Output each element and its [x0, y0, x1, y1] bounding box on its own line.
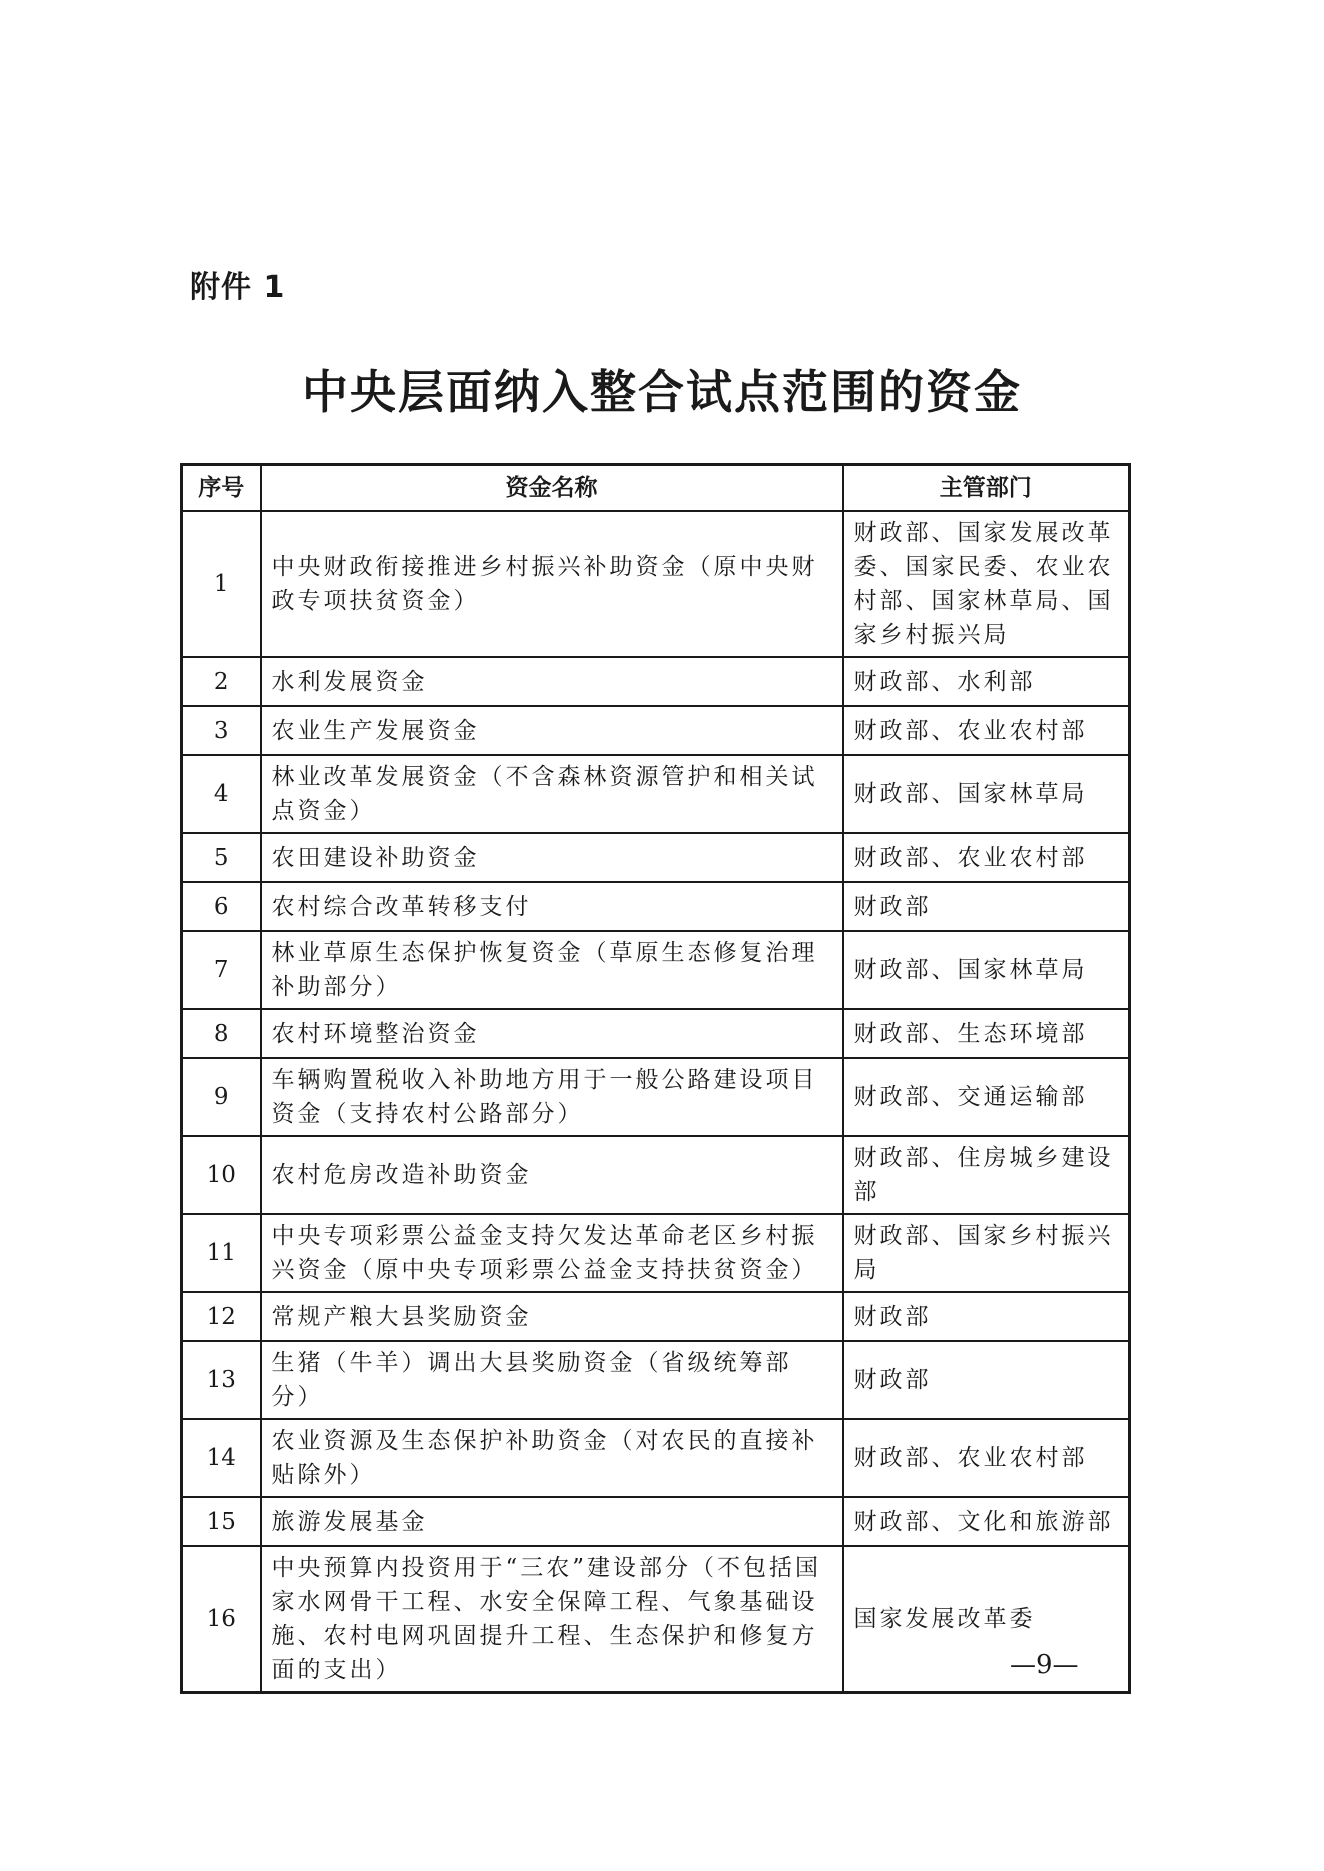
table-row — [182, 1341, 1130, 1419]
row-department: 财政部 — [843, 1341, 1130, 1419]
table-row — [182, 755, 1130, 833]
row-serial-number: 6 — [182, 882, 261, 931]
table-row — [182, 1009, 1130, 1058]
table-row — [182, 833, 1130, 882]
row-fund-name: 常规产粮大县奖励资金 — [261, 1292, 843, 1341]
fund-table — [180, 463, 1131, 1694]
row-serial-number: 12 — [182, 1292, 261, 1341]
row-department: 财政部、农业农村部 — [843, 833, 1130, 882]
row-department: 财政部 — [843, 882, 1130, 931]
row-serial-number: 7 — [182, 931, 261, 1009]
row-fund-name: 农村危房改造补助资金 — [261, 1136, 843, 1214]
table-row — [182, 657, 1130, 706]
row-serial-number: 8 — [182, 1009, 261, 1058]
row-fund-name: 林业草原生态保护恢复资金（草原生态修复治理补助部分） — [261, 931, 843, 1009]
table-row — [182, 1292, 1130, 1341]
row-fund-name: 农村环境整治资金 — [261, 1009, 843, 1058]
table-row — [182, 1546, 1130, 1693]
header-department: 主管部门 — [843, 465, 1130, 512]
row-fund-name: 林业改革发展资金（不含森林资源管护和相关试点资金） — [261, 755, 843, 833]
row-department: 财政部、国家林草局 — [843, 755, 1130, 833]
table-row — [182, 1058, 1130, 1136]
table-row — [182, 882, 1130, 931]
header-fund-name: 资金名称 — [261, 465, 843, 512]
row-fund-name: 农村综合改革转移支付 — [261, 882, 843, 931]
row-fund-name: 中央财政衔接推进乡村振兴补助资金（原中央财政专项扶贫资金） — [261, 511, 843, 657]
row-fund-name: 农业生产发展资金 — [261, 706, 843, 755]
table-row — [182, 1419, 1130, 1497]
row-department: 财政部、国家林草局 — [843, 931, 1130, 1009]
row-fund-name: 水利发展资金 — [261, 657, 843, 706]
row-serial-number: 13 — [182, 1341, 261, 1419]
row-department: 国家发展改革委 — [843, 1546, 1130, 1693]
document-title: 中央层面纳入整合试点范围的资金 — [302, 365, 1022, 419]
row-fund-name: 中央预算内投资用于“三农”建设部分（不包括国家水网骨干工程、水安全保障工程、气象基础设施、农村电网巩固提升工程、生态保护和修复方面的支出） — [261, 1546, 843, 1693]
row-department: 财政部、交通运输部 — [843, 1058, 1130, 1136]
row-serial-number: 9 — [182, 1058, 261, 1136]
row-fund-name: 中央专项彩票公益金支持欠发达革命老区乡村振兴资金（原中央专项彩票公益金支持扶贫资金） — [261, 1214, 843, 1292]
row-department: 财政部 — [843, 1292, 1130, 1341]
attachment-label: 附件 1 — [190, 270, 286, 305]
table-row — [182, 1136, 1130, 1214]
row-department: 财政部、住房城乡建设部 — [843, 1136, 1130, 1214]
row-serial-number: 10 — [182, 1136, 261, 1214]
table-row — [182, 706, 1130, 755]
row-serial-number: 1 — [182, 511, 261, 657]
row-fund-name: 农业资源及生态保护补助资金（对农民的直接补贴除外） — [261, 1419, 843, 1497]
table-header — [182, 465, 1130, 512]
row-serial-number: 16 — [182, 1546, 261, 1693]
row-serial-number: 2 — [182, 657, 261, 706]
row-serial-number: 3 — [182, 706, 261, 755]
table-row — [182, 511, 1130, 657]
row-fund-name: 农田建设补助资金 — [261, 833, 843, 882]
row-serial-number: 11 — [182, 1214, 261, 1292]
table-row — [182, 1497, 1130, 1546]
table-body — [182, 511, 1130, 1693]
row-department: 财政部、生态环境部 — [843, 1009, 1130, 1058]
row-serial-number: 4 — [182, 755, 261, 833]
row-serial-number: 5 — [182, 833, 261, 882]
row-department: 财政部、国家乡村振兴局 — [843, 1214, 1130, 1292]
row-fund-name: 生猪（牛羊）调出大县奖励资金（省级统筹部分） — [261, 1341, 843, 1419]
row-fund-name: 旅游发展基金 — [261, 1497, 843, 1546]
table-row — [182, 1214, 1130, 1292]
row-department: 财政部、农业农村部 — [843, 1419, 1130, 1497]
page-number: —9— — [1010, 1650, 1079, 1680]
row-serial-number: 14 — [182, 1419, 261, 1497]
row-department: 财政部、文化和旅游部 — [843, 1497, 1130, 1546]
table-header-row — [182, 465, 1130, 512]
row-department: 财政部、国家发展改革委、国家民委、农业农村部、国家林草局、国家乡村振兴局 — [843, 511, 1130, 657]
row-department: 财政部、农业农村部 — [843, 706, 1130, 755]
row-department: 财政部、水利部 — [843, 657, 1130, 706]
row-serial-number: 15 — [182, 1497, 261, 1546]
table-row — [182, 931, 1130, 1009]
row-fund-name: 车辆购置税收入补助地方用于一般公路建设项目资金（支持农村公路部分） — [261, 1058, 843, 1136]
header-serial-number: 序号 — [182, 465, 261, 512]
